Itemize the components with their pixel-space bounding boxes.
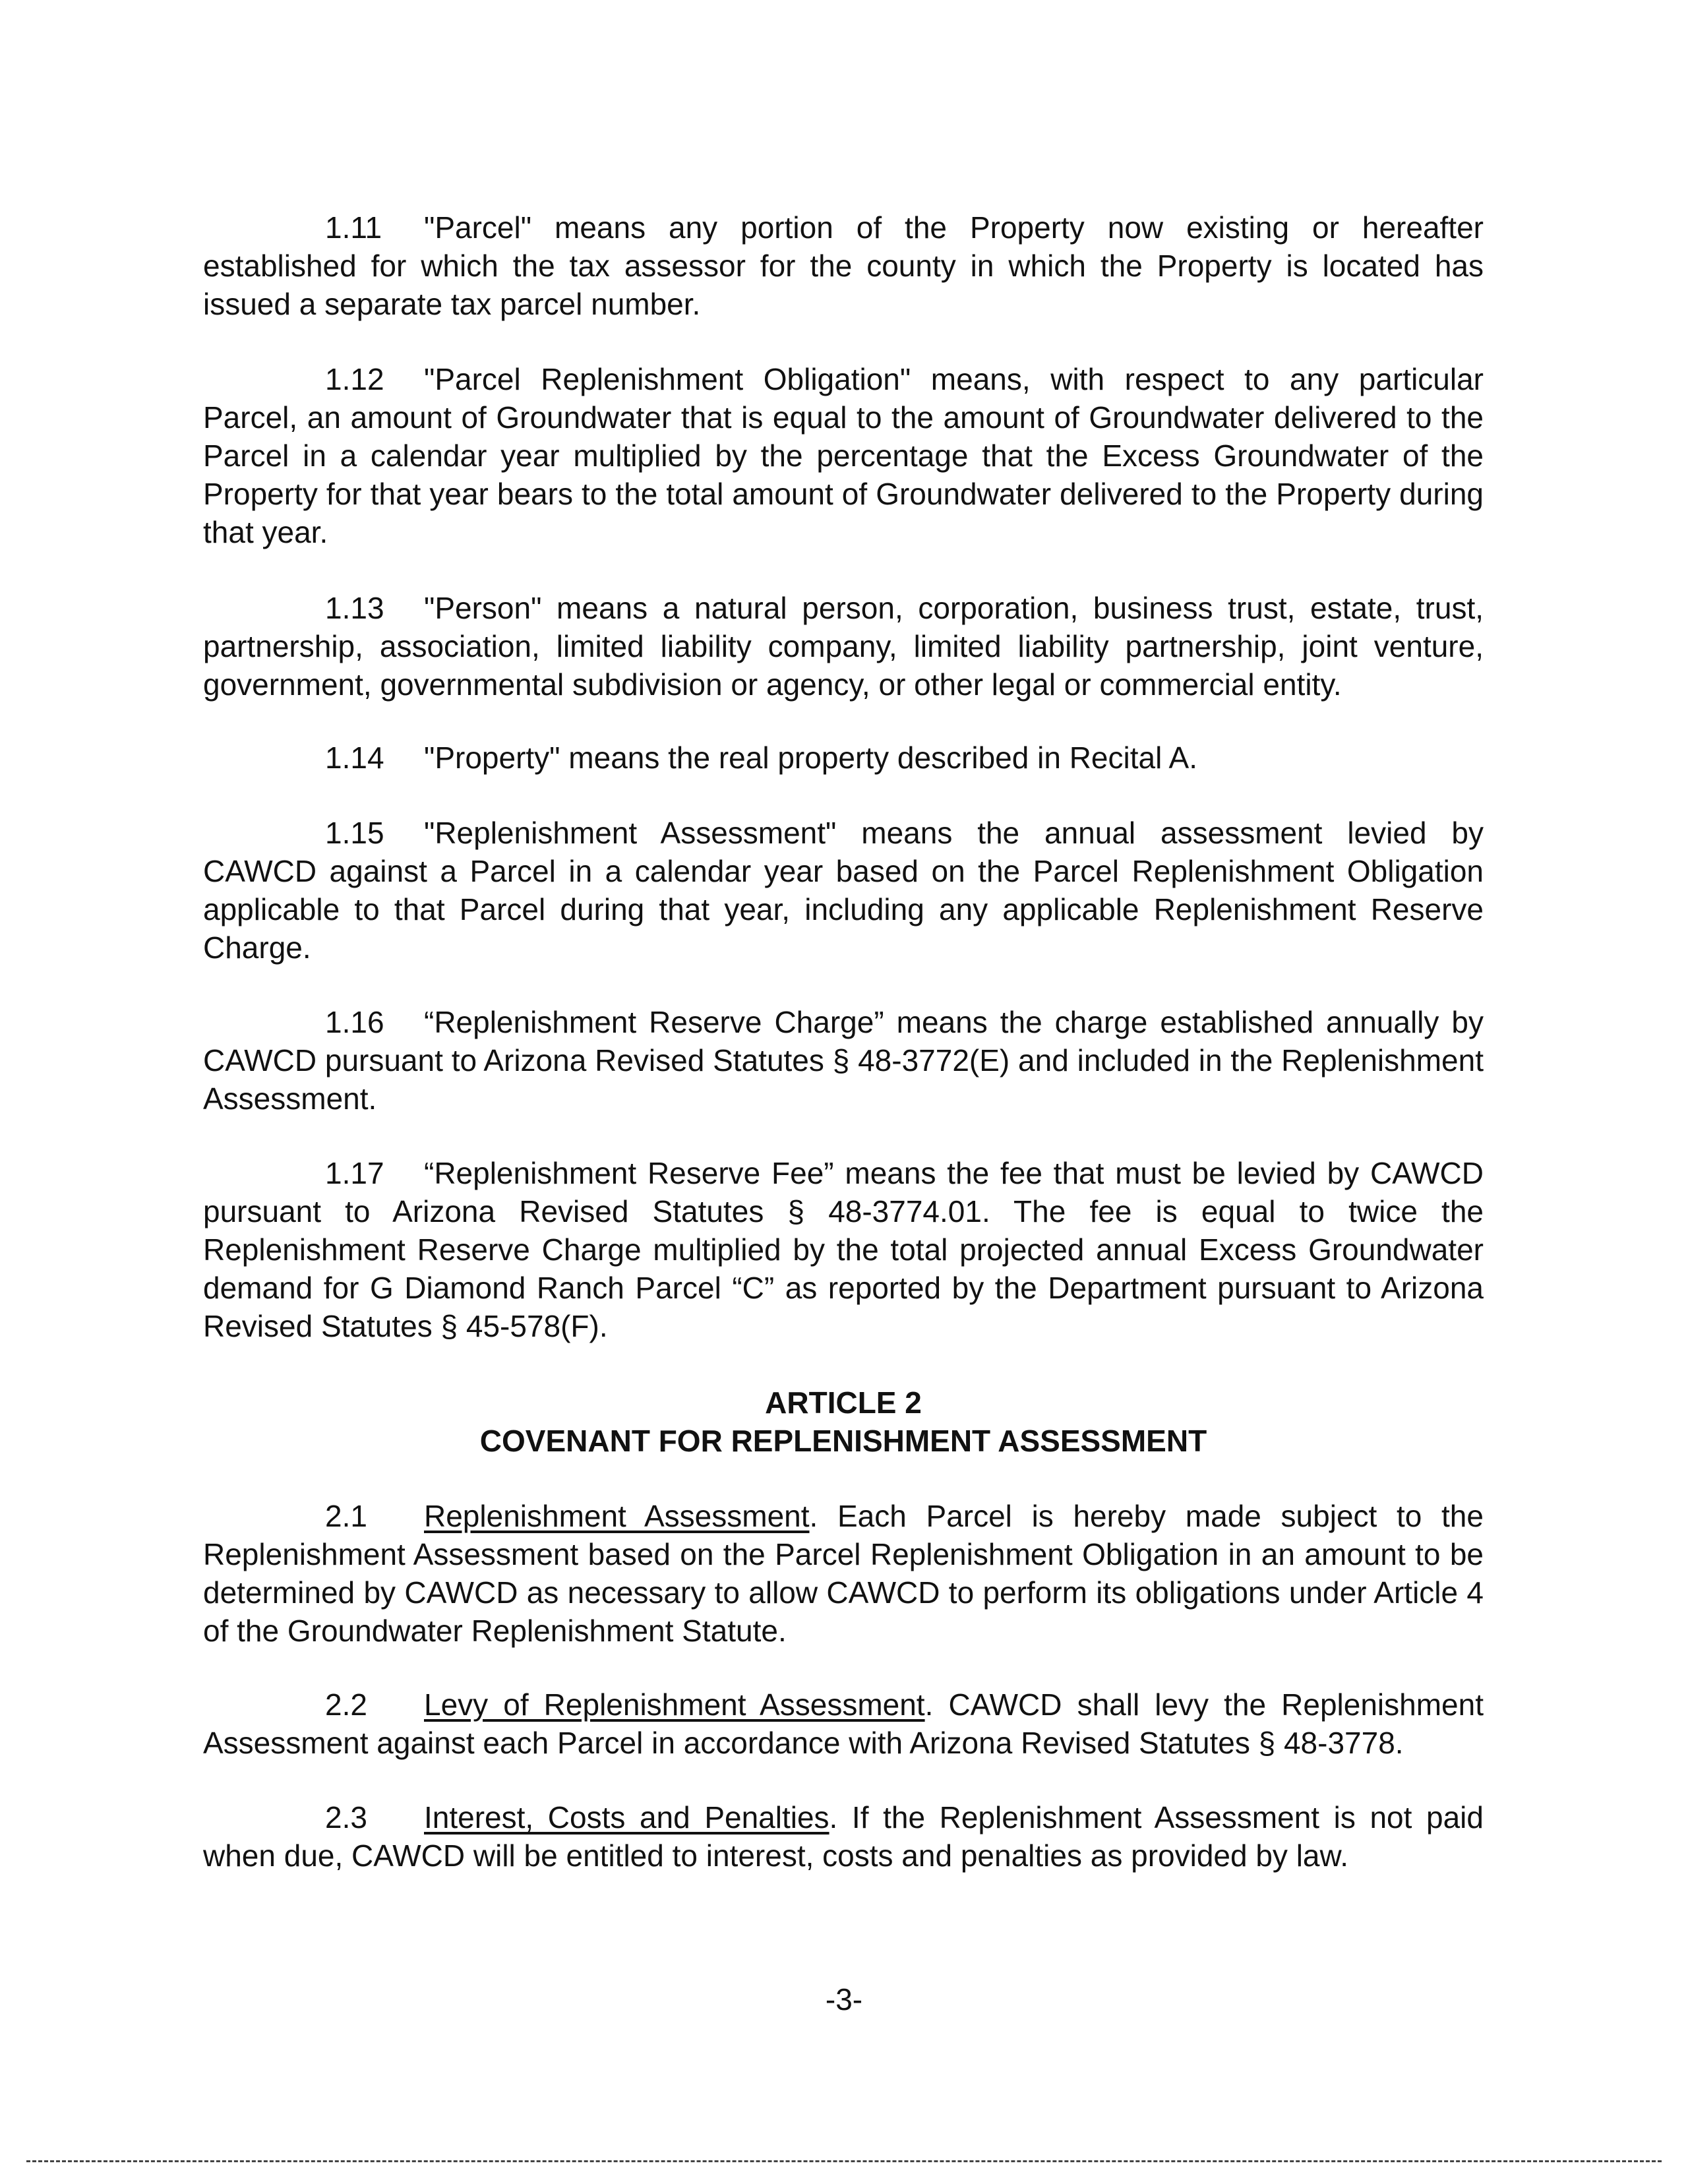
page-number: -3- [825, 1982, 863, 2017]
definition-text: "Parcel" means any portion of the Property now existing or hereafter established for which the tax assessor for the county in which the Property is located has issued a separate tax parcel number. [203, 210, 1484, 321]
section-heading: Replenishment Assessment [424, 1499, 810, 1533]
section-number: 2.3 [325, 1800, 367, 1835]
section-text: . Each Parcel is hereby made subject to the Replenishment Assessment based on the Parcel Replenishment Obligation in an amount to be determined by CAWCD as necessary to allow CAWCD to perform its obligations under Article 4 of the Groundwater Replenishment Statute. [203, 1499, 1484, 1648]
section-number: 2.1 [325, 1499, 367, 1533]
definition-text: "Parcel Replenishment Obligation" means, with respect to any particular Parcel, an amount of Groundwater that is equal to the amount of Groundwater delivered to the Parcel in a calendar year multiplied by the percentage that the Excess Groundwater of the Property for that year bears to the total amount of Groundwater delivered to the Property during that year. [203, 362, 1484, 549]
section-2-3 [203, 1798, 1484, 1875]
section-text: . CAWCD shall levy the Replenishment Assessment against each Parcel in accordance with Arizona Revised Statutes § 48-3778. [203, 1687, 1484, 1760]
definition-number: 1.12 [325, 362, 384, 396]
definition-text: "Replenishment Assessment" means the annual assessment levied by CAWCD against a Parcel in a calendar year based on the Parcel Replenishment Obligation applicable to that Parcel during that year, including any applicable Replenishment Reserve Charge. [203, 816, 1484, 965]
definition-number: 1.16 [325, 1005, 384, 1039]
definition-text: “Replenishment Reserve Fee” means the fee that must be levied by CAWCD pursuant to Arizona Revised Statutes § 48-3774.01. The fee is equal to twice the Replenishment Reserve Charge multiplied by the total projected annual Excess Groundwater demand for G Diamond Ranch Parcel “C” as reported by the Department pursuant to Arizona Revised Statutes § 45-578(F). [203, 1156, 1484, 1343]
scan-artifact-line [26, 2160, 1662, 2162]
definition-number: 1.15 [325, 816, 384, 850]
definition-1-11 [203, 208, 1484, 323]
article-subtitle: COVENANT FOR REPLENISHMENT ASSESSMENT [479, 1424, 1207, 1458]
section-heading: Interest, Costs and Penalties [424, 1800, 829, 1835]
definition-number: 1.14 [325, 741, 384, 775]
definition-1-16 [203, 1003, 1484, 1118]
section-number: 2.2 [325, 1687, 367, 1722]
definition-text: "Property" means the real property described in Recital A. [424, 741, 1197, 775]
section-heading: Levy of Replenishment Assessment [424, 1687, 925, 1722]
definition-text: “Replenishment Reserve Charge” means the charge established annually by CAWCD pursuant to Arizona Revised Statutes § 48-3772(E) and included in the Replenishment Assessment. [203, 1005, 1484, 1116]
definition-text: "Person" means a natural person, corporation, business trust, estate, trust, partnership, association, limited liability company, limited liability partnership, joint venture, government, governmental subdivision or agency, or other legal or commercial entity. [203, 591, 1484, 702]
definition-1-17 [203, 1154, 1484, 1345]
section-text: . If the Replenishment Assessment is not paid when due, CAWCD will be entitled to interest, costs and penalties as provided by law. [203, 1800, 1484, 1873]
definition-number: 1.17 [325, 1156, 384, 1190]
section-2-1 [203, 1497, 1484, 1650]
definition-number: 1.13 [325, 591, 384, 625]
definition-1-13 [203, 589, 1484, 704]
article-title: ARTICLE 2 [765, 1385, 922, 1420]
definition-1-12 [203, 360, 1484, 551]
definition-number: 1.11 [325, 210, 382, 245]
definition-1-14 [203, 739, 1484, 777]
definition-1-15 [203, 814, 1484, 967]
section-2-2 [203, 1685, 1484, 1762]
